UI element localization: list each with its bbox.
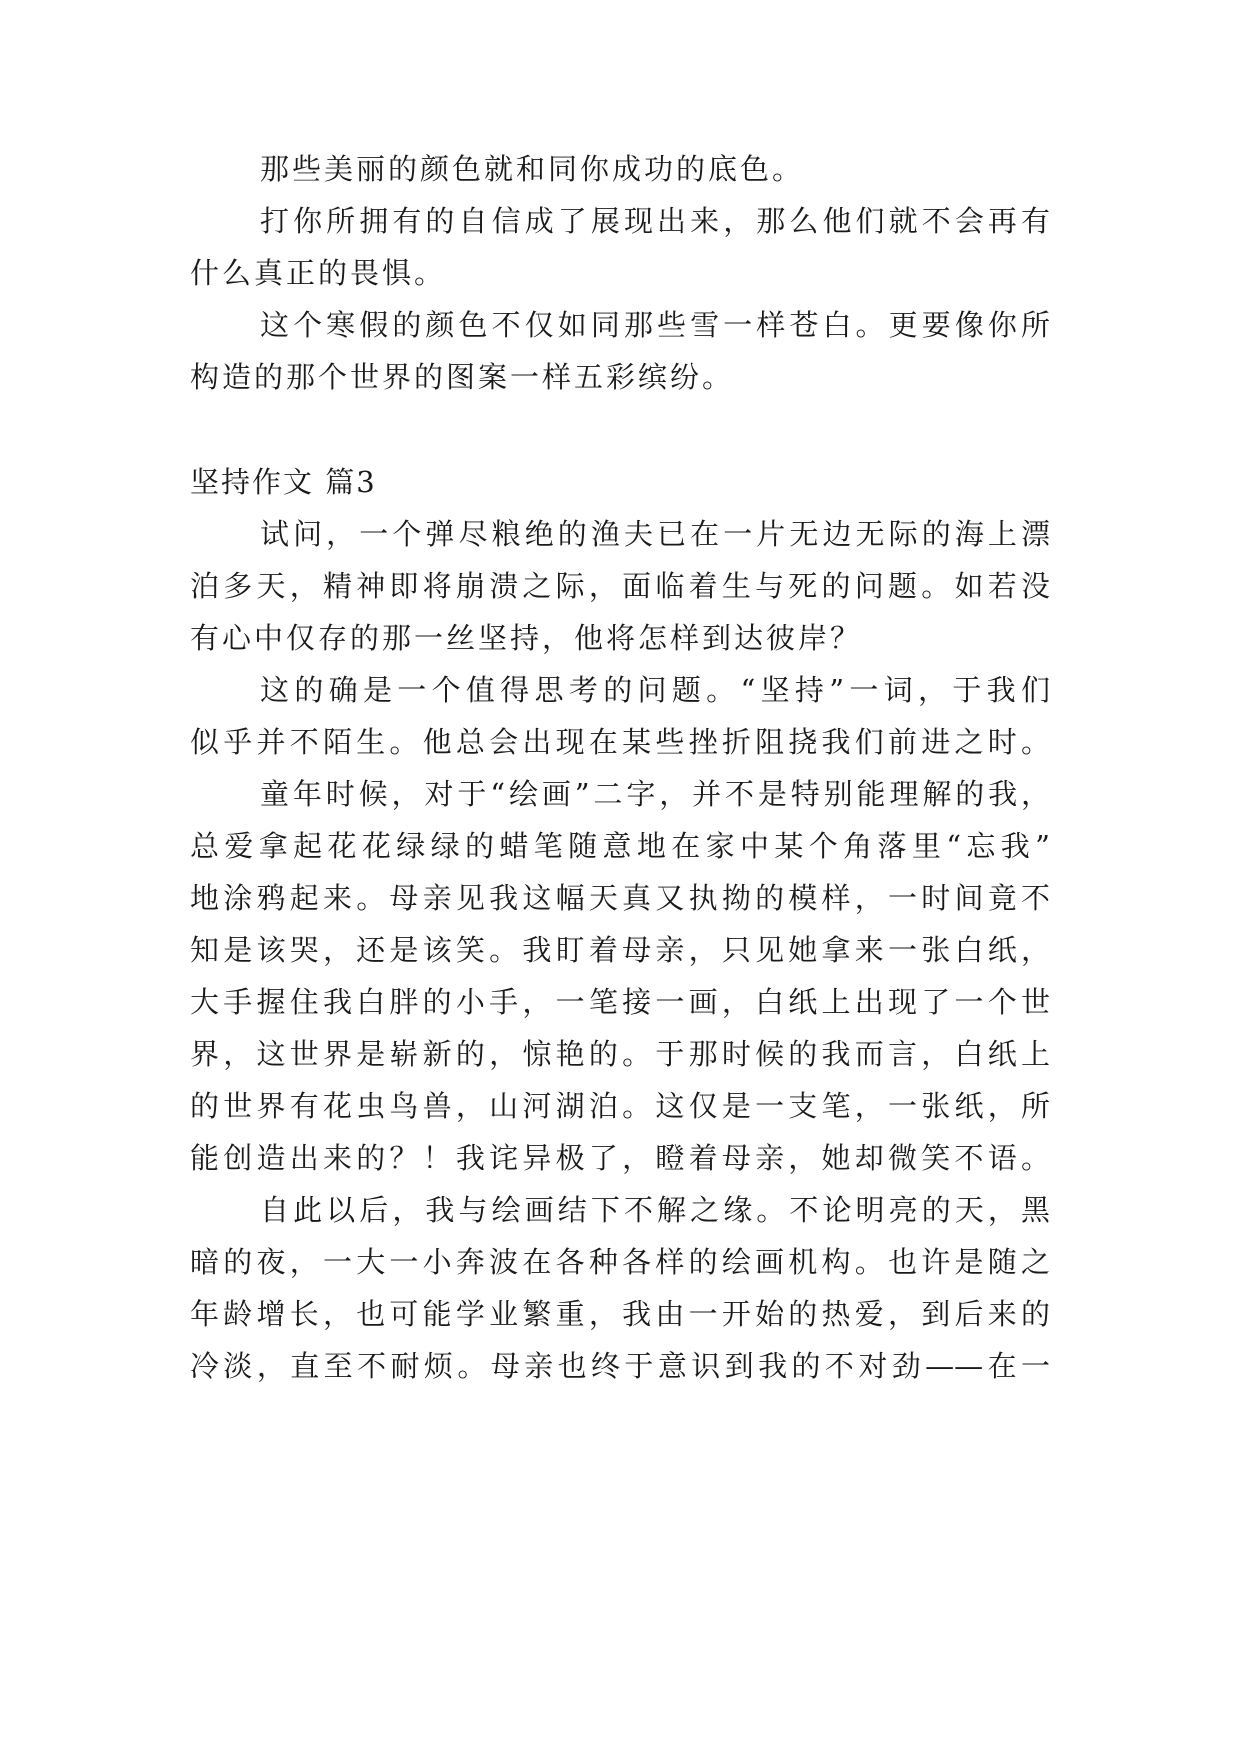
paragraph-line: 地涂鸦起来。母亲见我这幅天真又执拗的模样，一时间竟不: [190, 881, 1050, 915]
paragraph-line: 能创造出来的？！我诧异极了，瞪着母亲，她却微笑不语。: [190, 1141, 1050, 1175]
paragraph-line: 有心中仅存的那一丝坚持，他将怎样到达彼岸？: [190, 621, 863, 655]
paragraph-line: 界，这世界是崭新的，惊艳的。于那时候的我而言，白纸上: [190, 1037, 1050, 1071]
paragraph-line: 冷淡，直至不耐烦。母亲也终于意识到我的不对劲——在一: [190, 1349, 1050, 1383]
paragraph-line: 年龄增长，也可能学业繁重，我由一开始的热爱，到后来的: [190, 1297, 1050, 1331]
paragraph-line: 什么真正的畏惧。: [190, 256, 447, 290]
paragraph-line: 总爱拿起花花绿绿的蜡笔随意地在家中某个角落里“忘我”: [190, 829, 1050, 863]
paragraph-line: 泊多天，精神即将崩溃之际，面临着生与死的问题。如若没: [190, 569, 1050, 603]
paragraph-line: 似乎并不陌生。他总会出现在某些挫折阻挠我们前进之时。: [190, 725, 1050, 759]
paragraph-line: 那些美丽的颜色就和同你成功的底色。: [260, 152, 805, 186]
paragraph-line: 试问，一个弹尽粮绝的渔夫已在一片无边无际的海上漂: [260, 517, 1050, 551]
paragraph-line: 打你所拥有的自信成了展现出来，那么他们就不会再有: [260, 204, 1050, 238]
paragraph-line: 这的确是一个值得思考的问题。“坚持”一词，于我们: [260, 673, 1050, 707]
paragraph-line: 暗的夜，一大一小奔波在各种各样的绘画机构。也许是随之: [190, 1245, 1050, 1279]
paragraph-line: 构造的那个世界的图案一样五彩缤纷。: [190, 360, 735, 394]
paragraph-line: 知是该哭，还是该笑。我盯着母亲，只见她拿来一张白纸，: [190, 933, 1050, 967]
paragraph-line: 大手握住我白胖的小手，一笔接一画，白纸上出现了一个世: [190, 985, 1050, 1019]
paragraph-line: 的世界有花虫鸟兽，山河湖泊。这仅是一支笔，一张纸，所: [190, 1089, 1050, 1123]
section-title: 坚持作文 篇3: [190, 465, 377, 499]
paragraph-line: 童年时候，对于“绘画”二字，并不是特别能理解的我，: [260, 777, 1050, 811]
paragraph-line: 自此以后，我与绘画结下不解之缘。不论明亮的天，黑: [260, 1193, 1050, 1227]
paragraph-line: 这个寒假的颜色不仅如同那些雪一样苍白。更要像你所: [260, 308, 1050, 342]
